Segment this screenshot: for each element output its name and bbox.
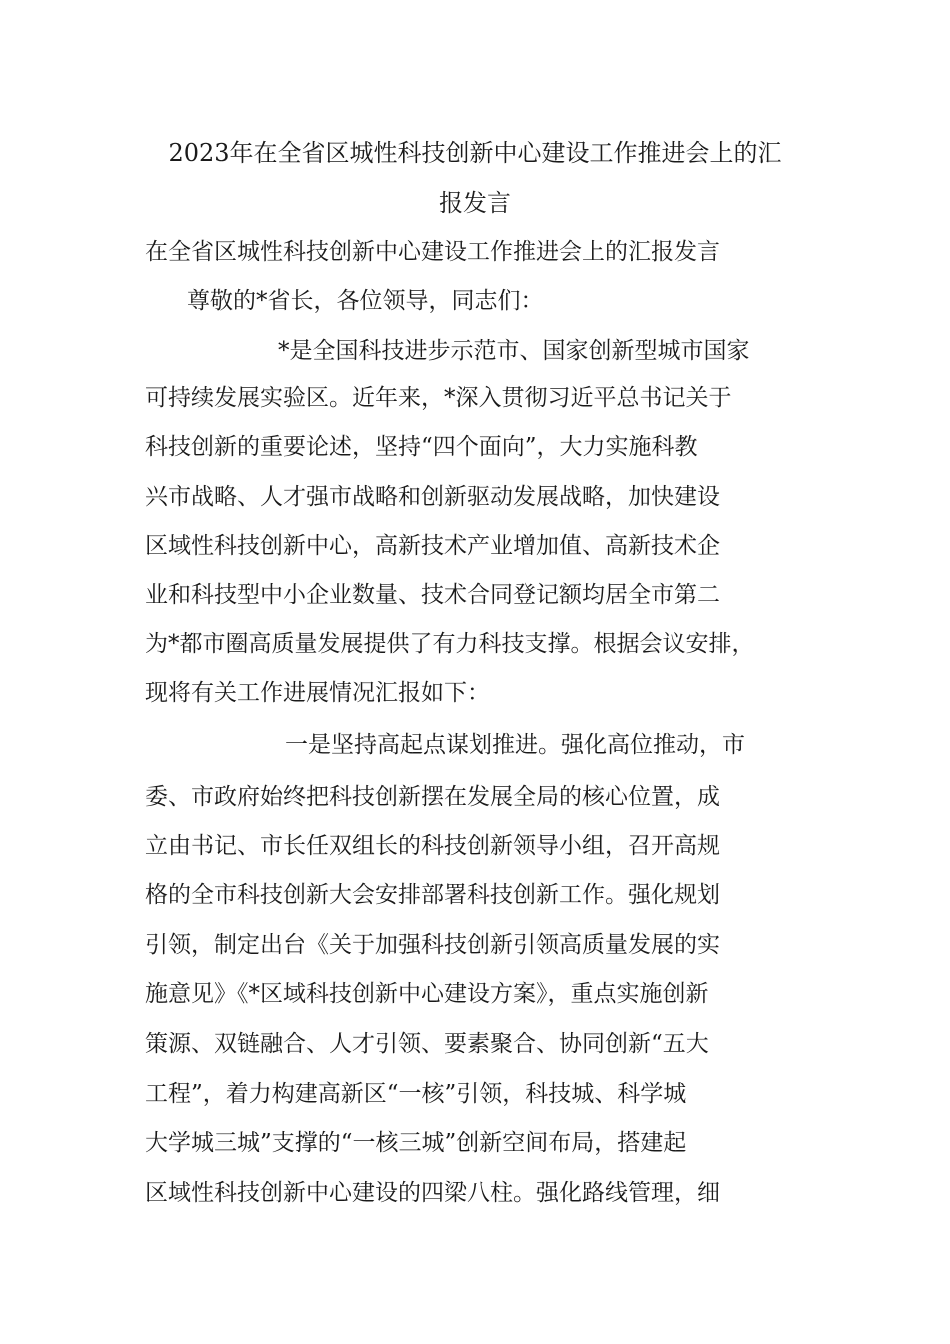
paragraph-1-line: 科技创新的重要论述，坚持“四个面向”，大力实施科教 <box>145 434 698 460</box>
title-line-2: 报发言 <box>439 189 511 217</box>
paragraph-2-line: 区域性科技创新中心建设的四梁八柱。强化路线管理，细 <box>145 1180 720 1206</box>
paragraph-1-line: 为*都市圈高质量发展提供了有力科技支撑。根据会议安排， <box>145 631 755 657</box>
paragraph-2-line: 引领，制定出台《关于加强科技创新引领高质量发展的实 <box>145 932 720 958</box>
paragraph-2-line: 立由书记、市长任双组长的科技创新领导小组，召开高规 <box>145 833 720 859</box>
paragraph-2-line: 格的全市科技创新大会安排部署科技创新工作。强化规划 <box>145 882 720 908</box>
salutation: 尊敬的*省长，各位领导，同志们： <box>187 288 544 314</box>
document-subtitle: 在全省区城性科技创新中心建设工作推进会上的汇报发言 <box>145 239 720 265</box>
paragraph-2-line: 工程”，着力构建高新区“一核”引领，科技城、科学城 <box>145 1081 687 1107</box>
paragraph-2-line: 委、市政府始终把科技创新摆在发展全局的核心位置，成 <box>145 784 720 810</box>
paragraph-1-line: 区域性科技创新中心，高新技术产业增加值、高新技术企 <box>145 533 720 559</box>
paragraph-2-line: 施意见》《*区域科技创新中心建设方案》，重点实施创新 <box>145 981 709 1007</box>
paragraph-1-line: 可持续发展实验区。近年来，*深入贯彻习近平总书记关于 <box>145 385 732 411</box>
paragraph-2-line: 策源、双链融合、人才引领、要素聚合、协同创新“五大 <box>145 1031 709 1057</box>
paragraph-2-line: 一是坚持高起点谋划推进。强化高位推动，市 <box>285 732 745 758</box>
paragraph-1-line: 现将有关工作进展情况汇报如下： <box>145 680 490 706</box>
paragraph-1-line: *是全国科技进步示范市、国家创新型城市国家 <box>278 338 750 364</box>
title-line-1: 2023年在全省区城性科技创新中心建设工作推进会上的汇 <box>168 139 782 167</box>
paragraph-1-line: 业和科技型中小企业数量、技术合同登记额均居全市第二 <box>145 582 720 608</box>
document-title <box>140 128 810 228</box>
paragraph-1-line: 兴市战略、人才强市战略和创新驱动发展战略，加快建设 <box>145 484 720 510</box>
paragraph-2-line: 大学城三城”支撑的“一核三城”创新空间布局，搭建起 <box>145 1130 687 1156</box>
